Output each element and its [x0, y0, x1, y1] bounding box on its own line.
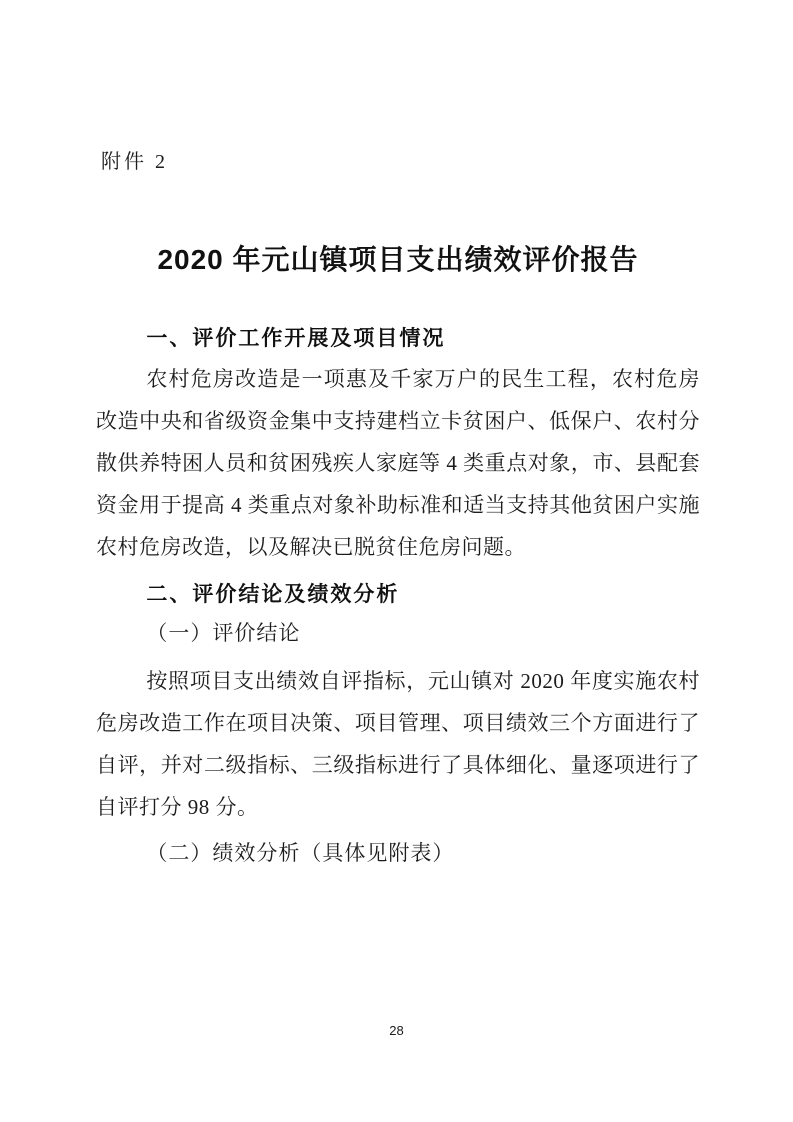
section-heading-evaluation-work: 一、评价工作开展及项目情况 — [146, 327, 446, 350]
page-number: 28 — [389, 1023, 404, 1038]
subsection-heading-evaluation-conclusion: （一）评价结论 — [146, 621, 301, 645]
paragraph-self-evaluation: 按照项目支出绩效自评指标，元山镇对 2020 年度实施农村危房改造工作在项目决策、项目管理、项目绩效三个方面进行了自评，并对二级指标、三级指标进行了具体细化、量逐项进行了自评打分 98 分。 — [96, 669, 700, 819]
page-title: 2020 年元山镇项目支出绩效评价报告 — [157, 244, 639, 275]
paragraph-project-overview: 农村危房改造是一项惠及千家万户的民生工程，农村危房改造中央和省级资金集中支持建档立卡贫困户、低保户、农村分散供养特困人员和贫困残疾人家庭等 4 类重点对象，市、县配套资金用于提高 4 类重点对象补助标准和适当支持其他贫困户实施农村危房改造，以及解决已脱贫住危房问题。 — [96, 367, 700, 559]
section-heading-conclusion-analysis: 二、评价结论及绩效分析 — [146, 583, 400, 606]
subsection-heading-performance-analysis: （二）绩效分析（具体见附表） — [146, 841, 455, 865]
attachment-label: 附件 2 — [101, 151, 168, 173]
